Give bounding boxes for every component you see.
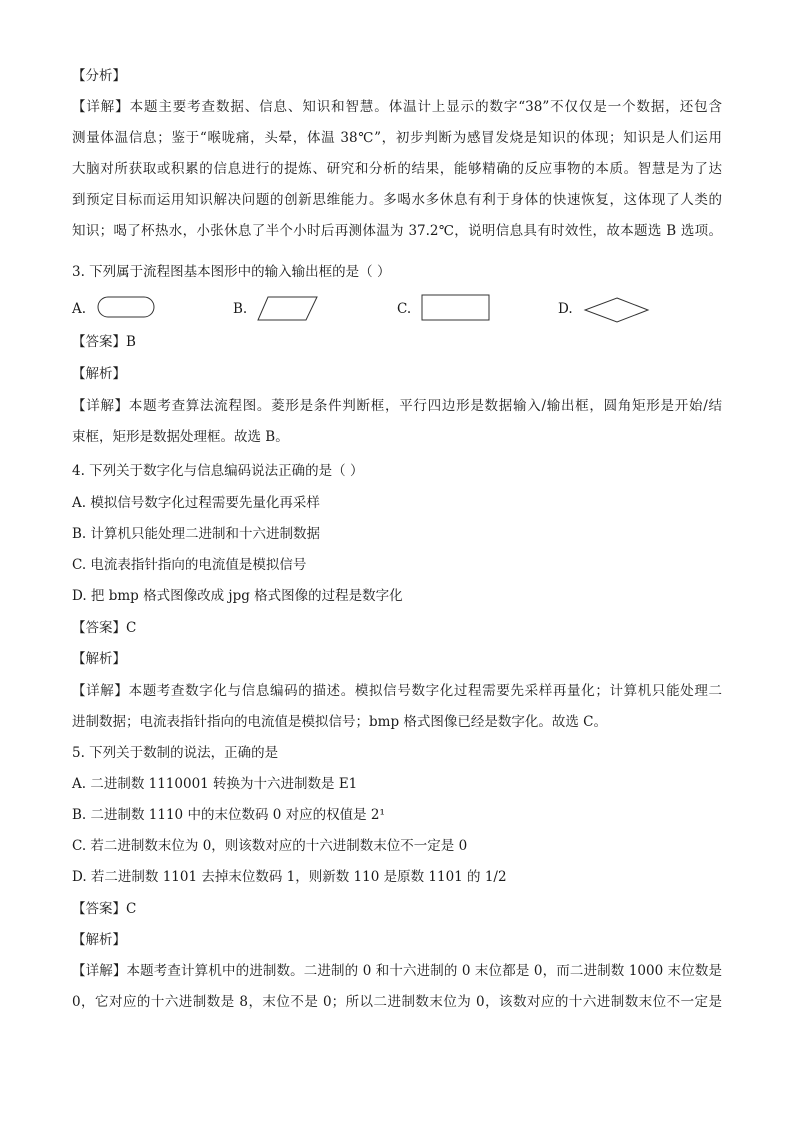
q3-option-b-label: B. bbox=[233, 301, 248, 317]
q5-analysis-heading: 【解析】 bbox=[72, 932, 126, 948]
q5-question: 5. 下列关于数制的说法，正确的是 bbox=[72, 745, 279, 761]
q4-option-b: B. 计算机只能处理二进制和十六进制数据 bbox=[72, 526, 321, 542]
q5-detail-line-1: 【详解】本题考查计算机中的进制数。二进制的 0 和十六进制的 0 末位都是 0，而二进制数 1000 末位数是 bbox=[72, 963, 722, 979]
q2-detail-line-3: 大脑对所获取或积累的信息进行的提炼、研究和分析的结果，能够精确的反应事物的本质。智慧是为了达 bbox=[72, 161, 722, 177]
q4-option-a: A. 模拟信号数字化过程需要先量化再采样 bbox=[72, 495, 320, 511]
q4-option-c: C. 电流表指针指向的电流值是模拟信号 bbox=[72, 557, 307, 573]
q5-option-b: B. 二进制数 1110 中的末位数码 0 对应的权值是 2¹ bbox=[72, 807, 385, 823]
q3-option-a-label: A. bbox=[72, 301, 87, 317]
q3-detail-line-1: 【详解】本题考查算法流程图。菱形是条件判断框，平行四边形是数据输入/输出框，圆角矩形是开始/结 bbox=[72, 398, 722, 414]
q4-question: 4. 下列关于数字化与信息编码说法正确的是（ ） bbox=[72, 463, 364, 479]
q3-analysis-heading: 【解析】 bbox=[72, 366, 126, 382]
q5-option-d: D. 若二进制数 1101 去掉末位数码 1，则新数 110 是原数 1101 的 1/2 bbox=[72, 869, 507, 885]
q5-option-a: A. 二进制数 1110001 转换为十六进制数是 E1 bbox=[72, 776, 358, 792]
q3-answer: 【答案】B bbox=[72, 334, 136, 350]
q3-question: 3. 下列属于流程图基本图形中的输入输出框的是（ ） bbox=[72, 264, 391, 280]
parallelogram-shape bbox=[256, 295, 320, 323]
q3-detail-line-2: 束框，矩形是数据处理框。故选 B。 bbox=[72, 429, 289, 445]
q4-analysis-heading: 【解析】 bbox=[72, 651, 126, 667]
q4-detail-line-1: 【详解】本题考查数字化与信息编码的描述。模拟信号数字化过程需要先采样再量化；计算机只能处理二 bbox=[72, 683, 722, 699]
q5-detail-line-2: 0，它对应的十六进制数是 8，末位不是 0；所以二进制数末位为 0，该数对应的十六进制数末位不一定是 bbox=[72, 994, 722, 1010]
q5-answer: 【答案】C bbox=[72, 901, 137, 917]
q2-detail-line-2: 测量体温信息；鉴于“喉咙痛，头晕，体温 38℃”，初步判断为感冒发烧是知识的体现；知识是人们运用 bbox=[72, 130, 722, 146]
q4-detail-line-2: 进制数据；电流表指针指向的电流值是模拟信号；bmp 格式图像已经是数字化。故选 C。 bbox=[72, 714, 607, 730]
q2-detail-line-4: 到预定目标而运用知识解决问题的创新思维能力。多喝水多休息有利于身体的快速恢复，这体现了人类的 bbox=[72, 192, 722, 208]
q5-option-c: C. 若二进制数末位为 0，则该数对应的十六进制数末位不一定是 0 bbox=[72, 838, 468, 854]
q2-detail-line-5: 知识；喝了杯热水，小张休息了半个小时后再测体温为 37.2℃，说明信息具有时效性，故本题选 B 选项。 bbox=[72, 223, 722, 239]
q3-option-c-label: C. bbox=[397, 301, 412, 317]
q3-option-d-label: D. bbox=[558, 301, 573, 317]
q2-detail-line-1: 【详解】本题主要考查数据、信息、知识和智慧。体温计上显示的数字“38”不仅仅是一个数据，还包含 bbox=[72, 99, 722, 115]
rectangle-shape bbox=[420, 293, 492, 323]
diamond-shape bbox=[583, 296, 651, 324]
q4-option-d: D. 把 bmp 格式图像改成 jpg 格式图像的过程是数字化 bbox=[72, 588, 403, 604]
rounded-rectangle-shape bbox=[96, 295, 158, 321]
q4-answer: 【答案】C bbox=[72, 620, 137, 636]
section-heading-analysis: 【分析】 bbox=[72, 68, 126, 84]
